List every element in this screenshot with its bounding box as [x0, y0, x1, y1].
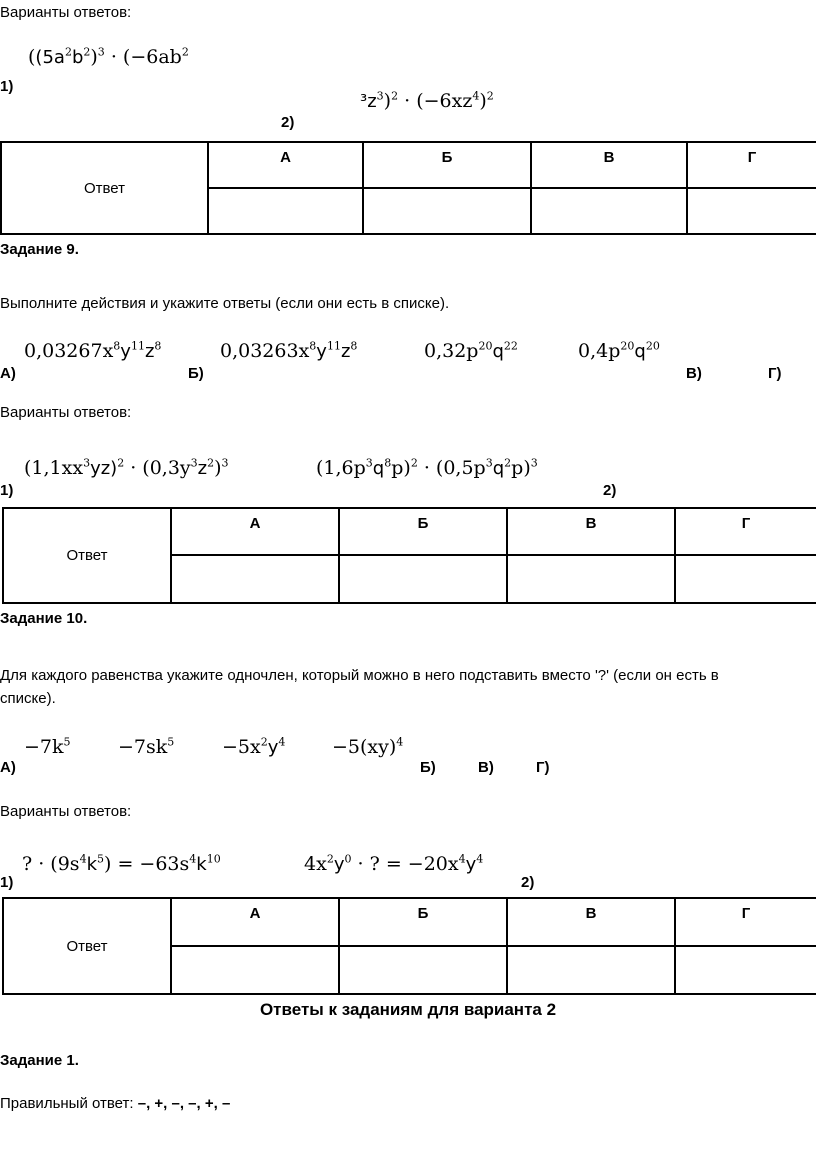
task-10-variant-1-expression: ? · $(9s^4k^5) = -63s^4k^{10}$: [22, 852, 221, 875]
task-9-option-v: $0,32p^{20}q^{22}$: [424, 339, 518, 362]
task-9-variant-1-label: 1): [0, 482, 14, 499]
header-g: Г: [687, 142, 816, 188]
answer-cell-v[interactable]: [507, 555, 675, 603]
task-9-instruction: Выполните действия и укажите ответы (если они есть в списке).: [0, 295, 450, 312]
task-10-variants-label: Варианты ответов:: [0, 803, 132, 820]
task-10-instruction-line2: списке).: [0, 690, 56, 707]
task-9-label-a: А): [0, 365, 16, 382]
header-b: Б: [339, 508, 507, 555]
answer-cell-v[interactable]: [531, 188, 687, 234]
header-v: В: [531, 142, 687, 188]
task-9-option-g: $0,4p^{20}q^{20}$: [578, 339, 660, 362]
task-10-instruction-line1: Для каждого равенства укажите одночлен, который можно в него подставить вместо '?' (если он есть в: [0, 667, 719, 684]
header-g: Г: [675, 898, 816, 946]
task-10-label-b: Б): [420, 759, 436, 776]
answer-cell-g[interactable]: [675, 946, 816, 994]
answers-task-1-correct: [0, 1095, 230, 1112]
answer-label: Ответ: [3, 898, 171, 994]
task-10-variant-2-expression: $4x^2y^0$ · ? = $-20x^4y^4$: [304, 852, 484, 875]
task-9-variant-1-expression: $(1,1xx^3yz)^2 \cdot (0,3y^3z^2)^3$: [24, 456, 229, 479]
task-9-option-b: $0,03263x^8y^{11}z^8$: [220, 339, 358, 362]
task-10-option-a: $-7k^5$: [24, 735, 71, 758]
answer-label: Ответ: [3, 508, 171, 603]
task-10-option-b: $-7sk^5$: [118, 735, 175, 758]
answer-cell-g[interactable]: [687, 188, 816, 234]
variants-label: Варианты ответов:: [0, 4, 132, 21]
header-g: Г: [675, 508, 816, 555]
answer-cell-b[interactable]: [363, 188, 531, 234]
header-a: А: [171, 898, 339, 946]
task-10-label-g: Г): [536, 759, 550, 776]
task-9-label-g: Г): [768, 365, 782, 382]
answer-cell-b[interactable]: [339, 555, 507, 603]
task-10-variant-2-label: 2): [521, 874, 535, 891]
answer-cell-a[interactable]: [171, 555, 339, 603]
variant-1-label: 1): [0, 78, 14, 95]
task-9-variant-2-label: 2): [603, 482, 617, 499]
task-9-variant-2-expression: $(1,6p^3q^8p)^2 \cdot (0,5p^3q^2p)^3$: [316, 456, 538, 479]
header-a: А: [208, 142, 363, 188]
variant-1-expression: ($(5a^2b^2)^3 \cdot (-6ab^2$: [28, 46, 189, 68]
variant-2-expression: $^3z^3)^2 \cdot (-6xz^4)^2$: [360, 89, 494, 112]
answers-task-1-title: Задание 1.: [0, 1052, 79, 1069]
task-10-option-v: $-5x^2y^4$: [222, 735, 286, 758]
answer-cell-b[interactable]: [339, 946, 507, 994]
header-b: Б: [339, 898, 507, 946]
answer-table-10: [2, 897, 816, 995]
header-v: В: [507, 508, 675, 555]
task-10-title: Задание 10.: [0, 610, 88, 627]
answer-table-9: [2, 507, 816, 604]
task-9-label-v: В): [686, 365, 702, 382]
correct-answer-value: –, +, –, –, +, –: [137, 1095, 231, 1112]
header-v: В: [507, 898, 675, 946]
answer-table-1: [0, 141, 816, 235]
task-9-option-a: $0,03267x^8y^{11}z^8$: [24, 339, 162, 362]
correct-answer-label: Правильный ответ:: [0, 1095, 138, 1112]
task-9-title: Задание 9.: [0, 241, 79, 258]
task-10-label-v: В): [478, 759, 494, 776]
header-a: А: [171, 508, 339, 555]
header-b: Б: [363, 142, 531, 188]
answer-label: Ответ: [1, 142, 208, 234]
answer-cell-a[interactable]: [171, 946, 339, 994]
task-10-variant-1-label: 1): [0, 874, 14, 891]
task-10-label-a: А): [0, 759, 16, 776]
task-10-option-g: −5(xy)$^4$: [332, 735, 404, 758]
task-9-variants-label: Варианты ответов:: [0, 404, 132, 421]
task-9-label-b: Б): [188, 365, 204, 382]
variant-2-label: 2): [281, 114, 295, 131]
answer-cell-v[interactable]: [507, 946, 675, 994]
answer-cell-a[interactable]: [208, 188, 363, 234]
answers-heading: Ответы к заданиям для варианта 2: [259, 1000, 557, 1019]
answer-cell-g[interactable]: [675, 555, 816, 603]
